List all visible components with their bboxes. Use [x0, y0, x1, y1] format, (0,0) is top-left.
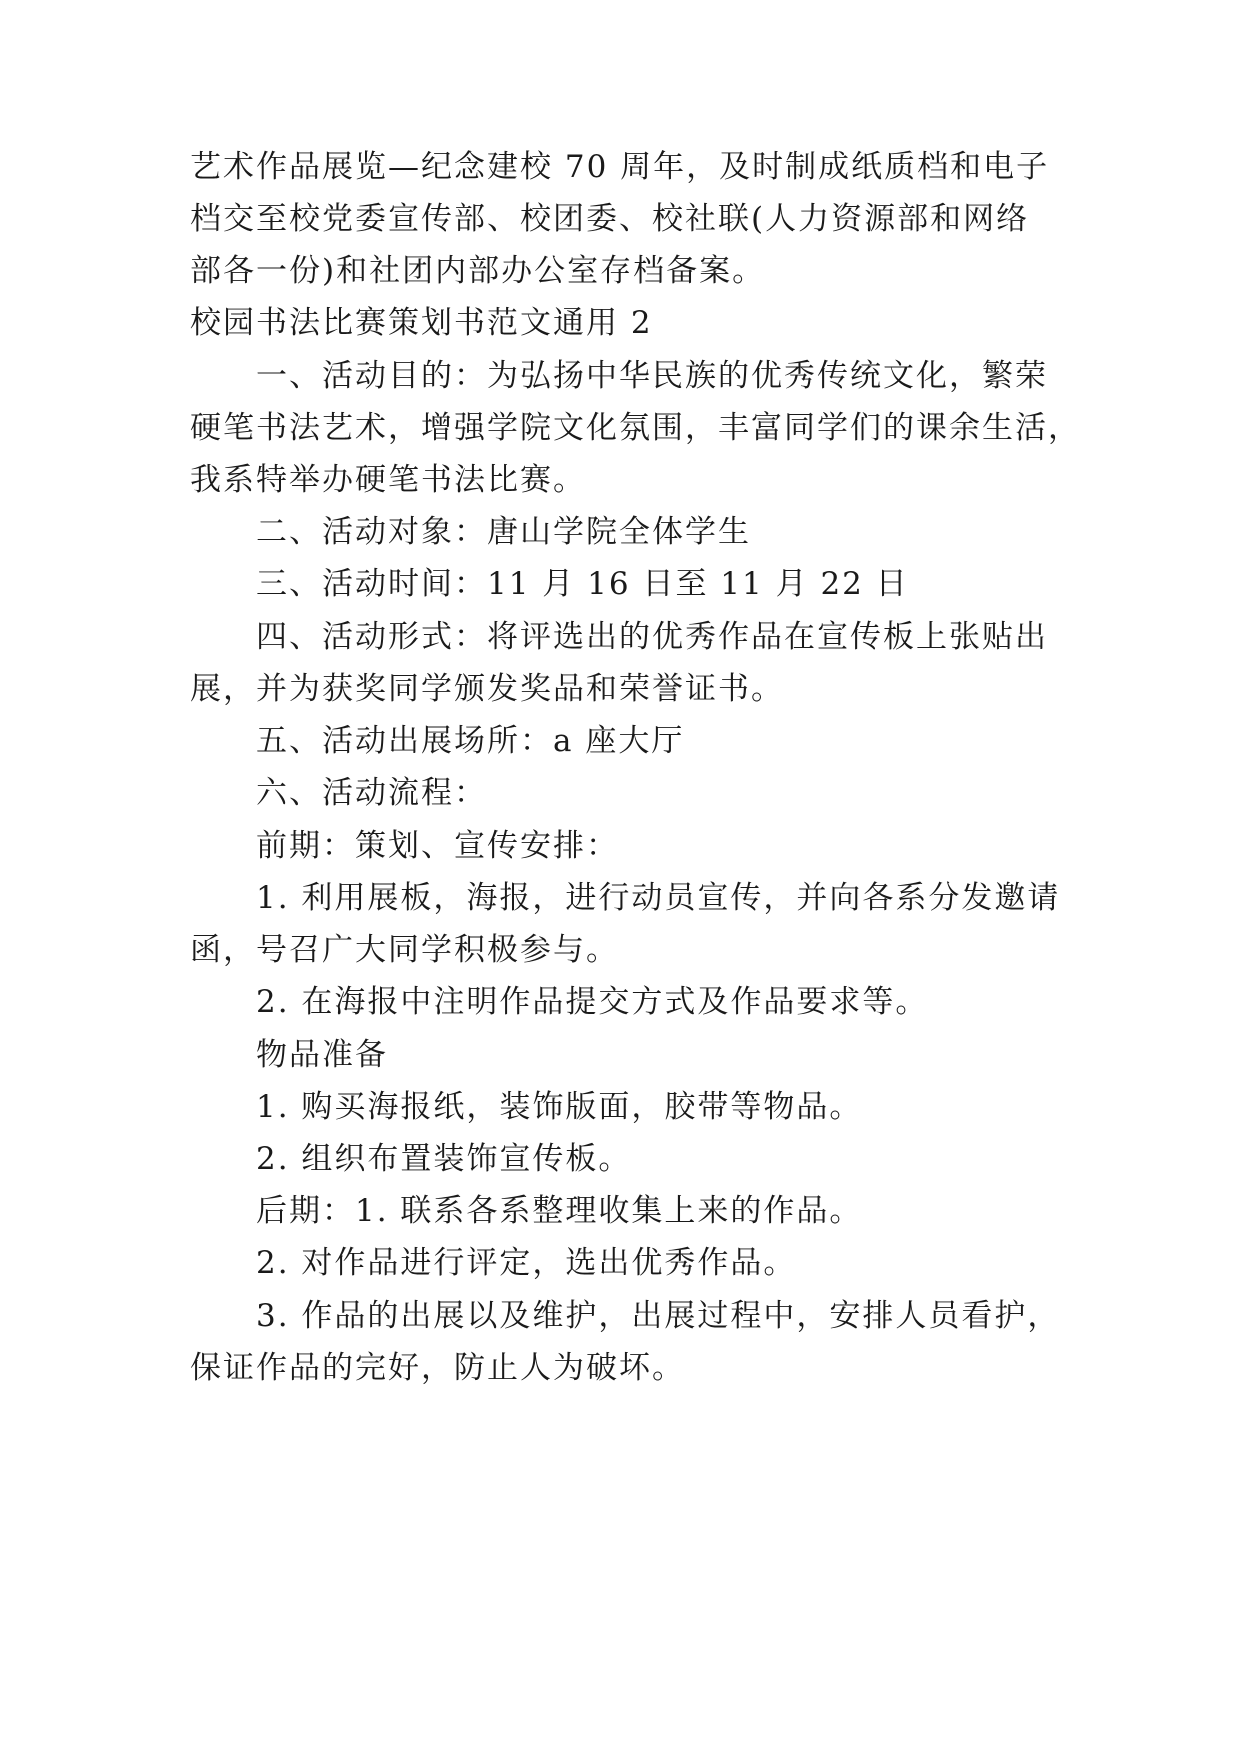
paragraph-line: 1. 购买海报纸，装饰版面，胶带等物品。 [256, 1089, 863, 1125]
paragraph-line: 展，并为获奖同学颁发奖品和荣誉证书。 [190, 671, 784, 707]
paragraph-line: 后期：1. 联系各系整理收集上来的作品。 [256, 1193, 863, 1229]
section-heading: 校园书法比赛策划书范文通用 2 [190, 305, 653, 341]
paragraph-line: 3. 作品的出展以及维护，出展过程中，安排人员看护， [256, 1298, 1061, 1334]
paragraph-line: 四、活动形式：将评选出的优秀作品在宣传板上张贴出 [256, 619, 1048, 655]
paragraph-line: 2. 组织布置装饰宣传板。 [256, 1141, 632, 1177]
paragraph-line: 艺术作品展览—纪念建校 70 周年，及时制成纸质档和电子 [190, 149, 1050, 185]
paragraph-line: 2. 在海报中注明作品提交方式及作品要求等。 [256, 984, 929, 1020]
paragraph-line: 函，号召广大同学积极参与。 [190, 932, 619, 968]
paragraph-line: 部各一份)和社团内部办公室存档备案。 [190, 253, 766, 289]
paragraph-line: 物品准备 [256, 1037, 388, 1073]
paragraph-line: 2. 对作品进行评定，选出优秀作品。 [256, 1245, 797, 1281]
paragraph-line: 档交至校党委宣传部、校团委、校社联(人力资源部和网络 [190, 201, 1030, 237]
paragraph-line: 六、活动流程： [256, 775, 487, 811]
paragraph-line: 三、活动时间：11 月 16 日至 11 月 22 日 [256, 566, 909, 602]
paragraph-line: 五、活动出展场所：a 座大厅 [256, 723, 685, 759]
paragraph-line: 我系特举办硬笔书法比赛。 [190, 462, 586, 498]
paragraph-line: 1. 利用展板，海报，进行动员宣传，并向各系分发邀请 [256, 880, 1061, 916]
paragraph-line: 一、活动目的：为弘扬中华民族的优秀传统文化，繁荣 [256, 358, 1048, 394]
paragraph-line: 二、活动对象：唐山学院全体学生 [256, 514, 751, 550]
paragraph-line: 前期：策划、宣传安排： [256, 828, 619, 864]
paragraph-line: 硬笔书法艺术，增强学院文化氛围，丰富同学们的课余生活， [190, 410, 1081, 446]
paragraph-line: 保证作品的完好，防止人为破坏。 [190, 1350, 685, 1386]
